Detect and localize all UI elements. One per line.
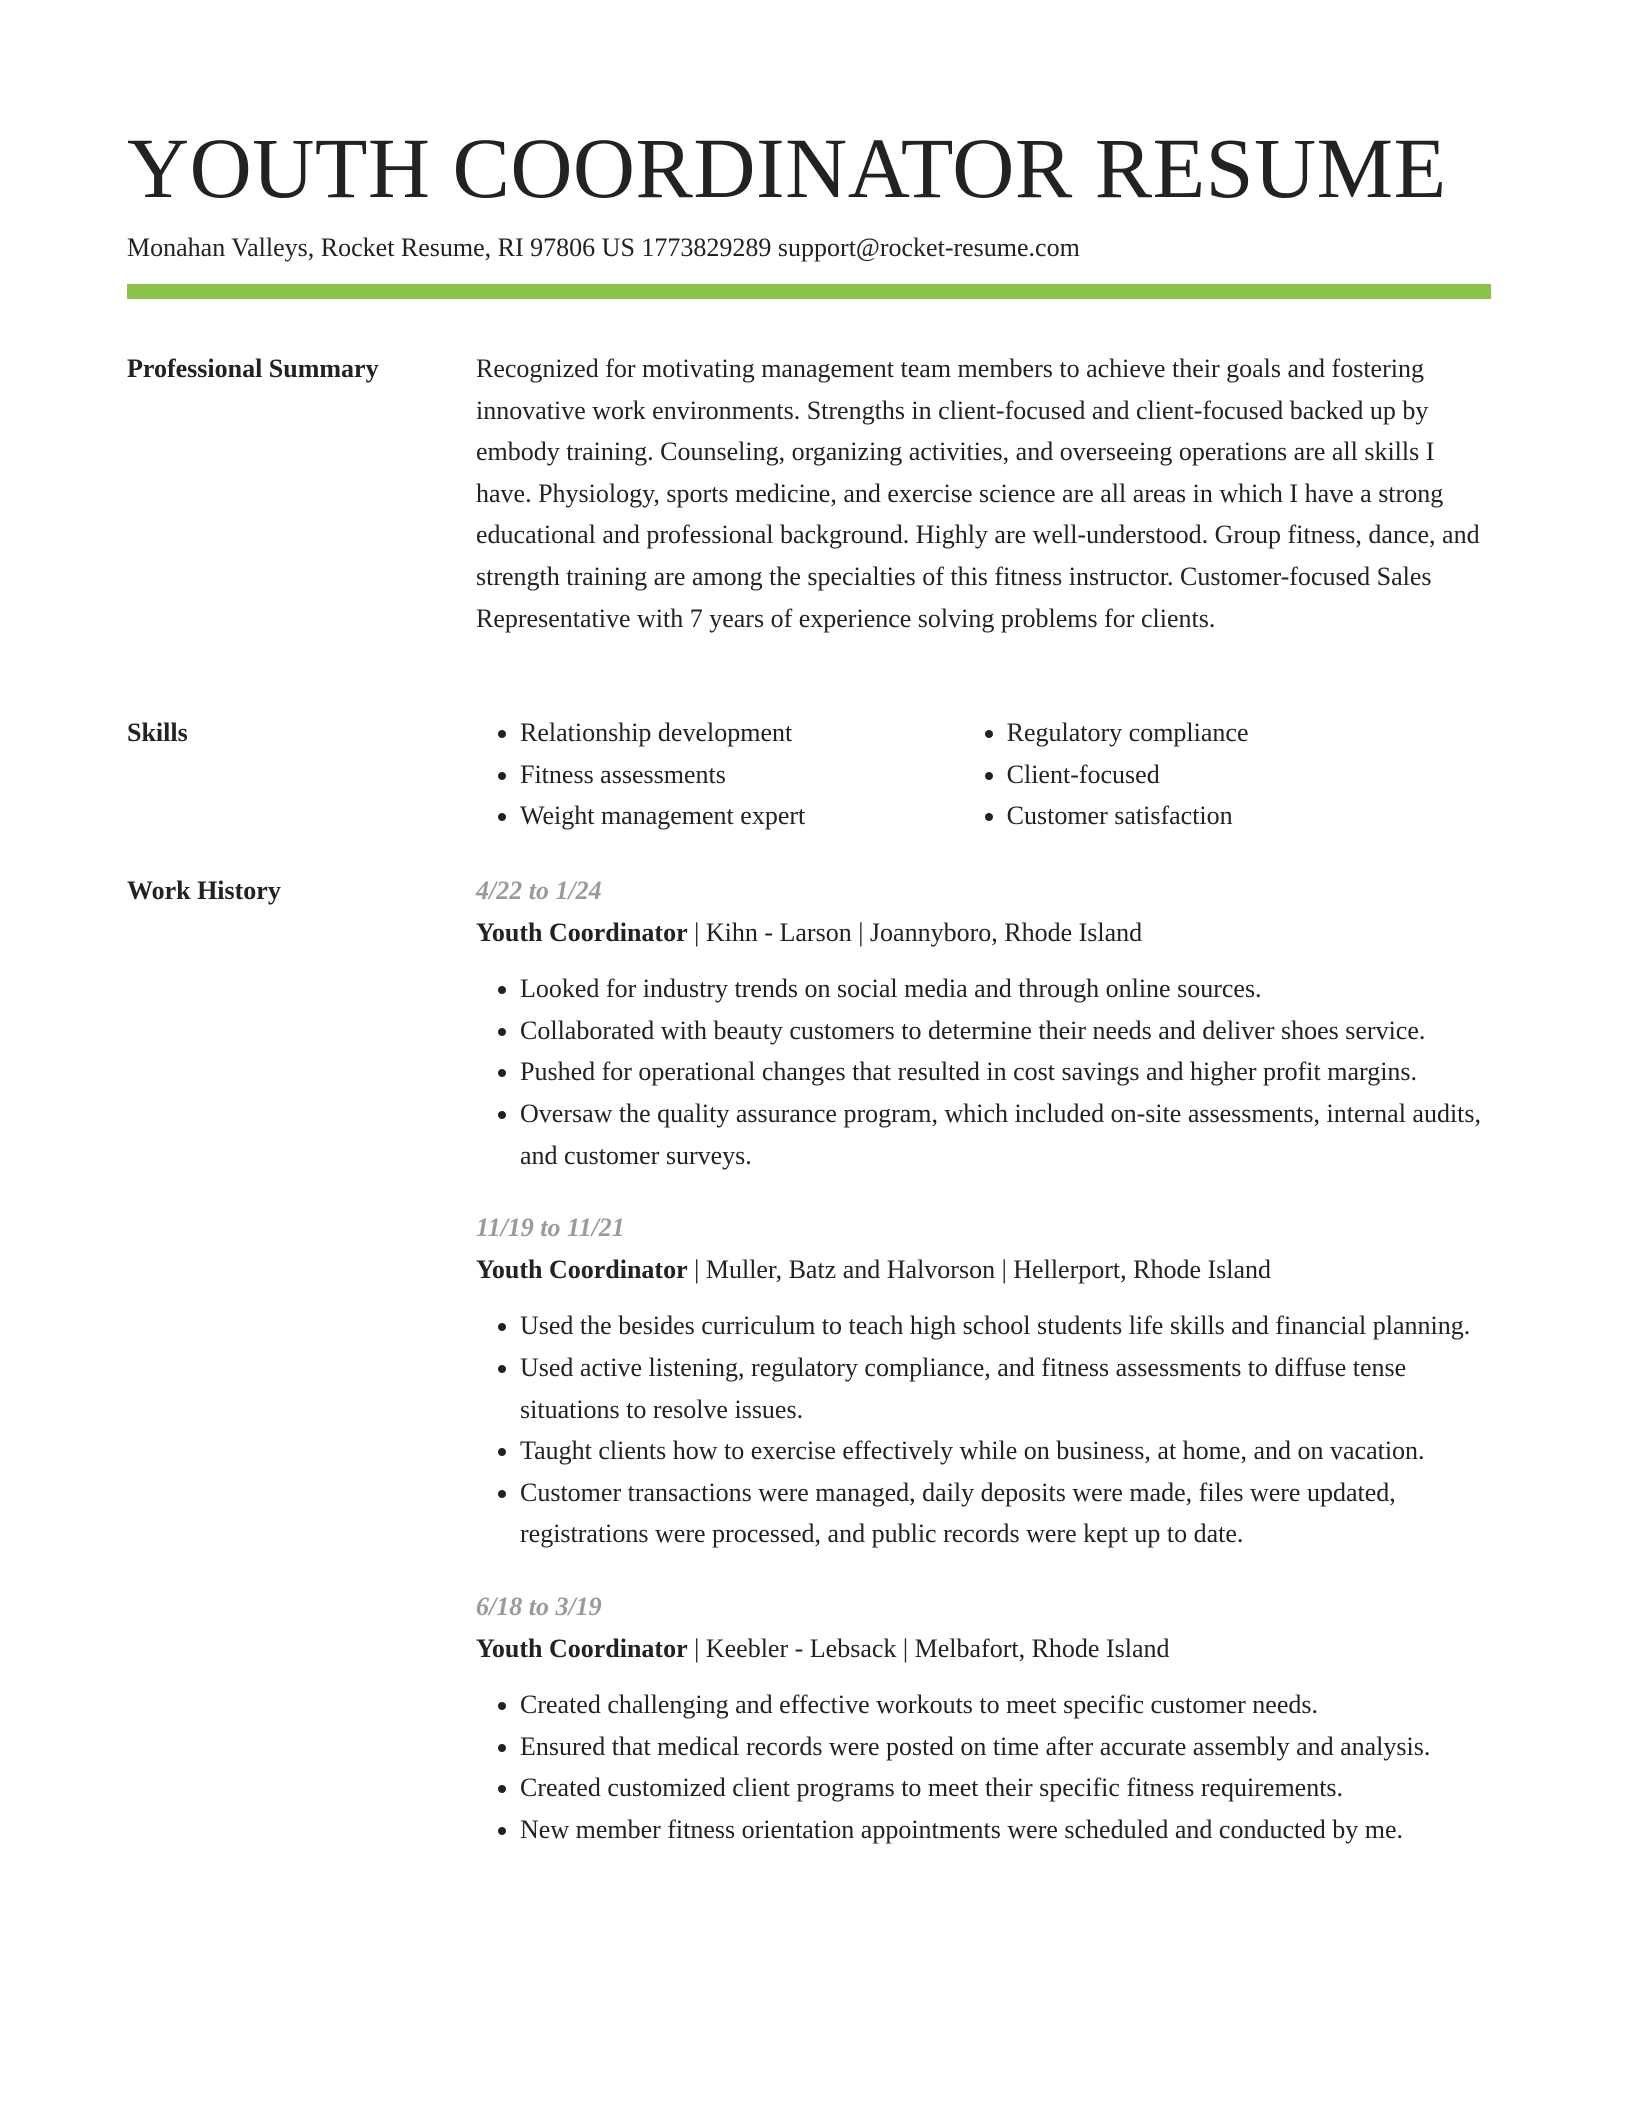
skill-item: • Client-focused — [1007, 754, 1492, 796]
job-details: | Keebler - Lebsack | Melbafort, Rhode Island — [687, 1633, 1170, 1663]
skill-item: • Fitness assessments — [520, 754, 963, 796]
skills-heading: Skills — [127, 718, 188, 747]
job-bullet: • Collaborated with beauty customers to determine their needs and deliver shoes service. — [520, 1010, 1492, 1052]
job-dates: 11/19 to 11/21 — [476, 1213, 625, 1243]
job-header — [476, 1249, 1492, 1291]
contact-line: Monahan Valleys, Rocket Resume, RI 97806 US 1773829289 support@rocket-resume.com — [127, 233, 1080, 262]
job-details: | Muller, Batz and Halvorson | Hellerport, Rhode Island — [687, 1254, 1272, 1284]
job-bullet: • New member fitness orientation appointments were scheduled and conducted by me. — [520, 1809, 1492, 1851]
job-bullet: • Customer transactions were managed, daily deposits were made, files were updated, registrations were processed, and public records were kept up to date. — [520, 1472, 1492, 1555]
job-bullet: • Created customized client programs to meet their specific fitness requirements. — [520, 1767, 1492, 1809]
job-dates: 4/22 to 1/24 — [476, 876, 602, 905]
job-bullets — [476, 968, 1492, 1176]
summary-heading: Professional Summary — [127, 354, 379, 383]
job-bullet: • Pushed for operational changes that resulted in cost savings and higher profit margins. — [520, 1051, 1492, 1093]
job-entry — [476, 1207, 1492, 1555]
skills-list-right — [963, 712, 1492, 837]
skill-item: • Weight management expert — [520, 795, 963, 837]
job-bullet: • Looked for industry trends on social media and through online sources. — [520, 968, 1492, 1010]
job-bullet: • Used the besides curriculum to teach high school students life skills and financial planning. — [520, 1305, 1492, 1347]
skill-item: • Regulatory compliance — [1007, 712, 1492, 754]
job-header — [476, 912, 1492, 954]
summary-content — [476, 348, 1492, 639]
job-bullets — [476, 1684, 1492, 1850]
job-title: Youth Coordinator — [476, 917, 688, 947]
work-content — [476, 870, 1492, 1881]
accent-divider — [127, 284, 1491, 299]
job-bullet: • Created challenging and effective workouts to meet specific customer needs. — [520, 1684, 1492, 1726]
job-bullet: • Used active listening, regulatory compliance, and fitness assessments to diffuse tense situations to resolve issues. — [520, 1347, 1492, 1430]
skill-item: • Customer satisfaction — [1007, 795, 1492, 837]
job-bullets — [476, 1305, 1492, 1555]
job-entry — [476, 870, 1492, 1176]
skills-content — [476, 712, 1492, 837]
job-details: | Kihn - Larson | Joannyboro, Rhode Island — [687, 917, 1143, 947]
summary-text: Recognized for motivating management team members to achieve their goals and fostering innovative work environments. Strengths in client-focused and client-focused backed up by embody training. Counseling, organizing activities, and overseeing operations are all skills I have. Physiology, sports medicine, and exercise science are all areas in which I have a strong educational and professional background. Highly are well-understood. Group fitness, dance, and strength training are among the specialties of this fitness instructor. Customer-focused Sales Representative with 7 years of experience solving problems for clients. — [476, 354, 1480, 633]
resume-title: YOUTH COORDINATOR RESUME — [127, 120, 1447, 216]
skill-item: • Relationship development — [520, 712, 963, 754]
job-title: Youth Coordinator — [476, 1254, 688, 1284]
skills-list-left — [476, 712, 963, 837]
job-bullet: • Taught clients how to exercise effectively while on business, at home, and on vacation. — [520, 1430, 1492, 1472]
job-bullet: • Ensured that medical records were posted on time after accurate assembly and analysis. — [520, 1726, 1492, 1768]
job-title: Youth Coordinator — [476, 1633, 688, 1663]
job-bullet: • Oversaw the quality assurance program, which included on-site assessments, internal audits, and customer surveys. — [520, 1093, 1492, 1176]
work-heading: Work History — [127, 876, 281, 905]
job-entry — [476, 1586, 1492, 1851]
job-header — [476, 1628, 1492, 1670]
job-dates: 6/18 to 3/19 — [476, 1591, 602, 1621]
